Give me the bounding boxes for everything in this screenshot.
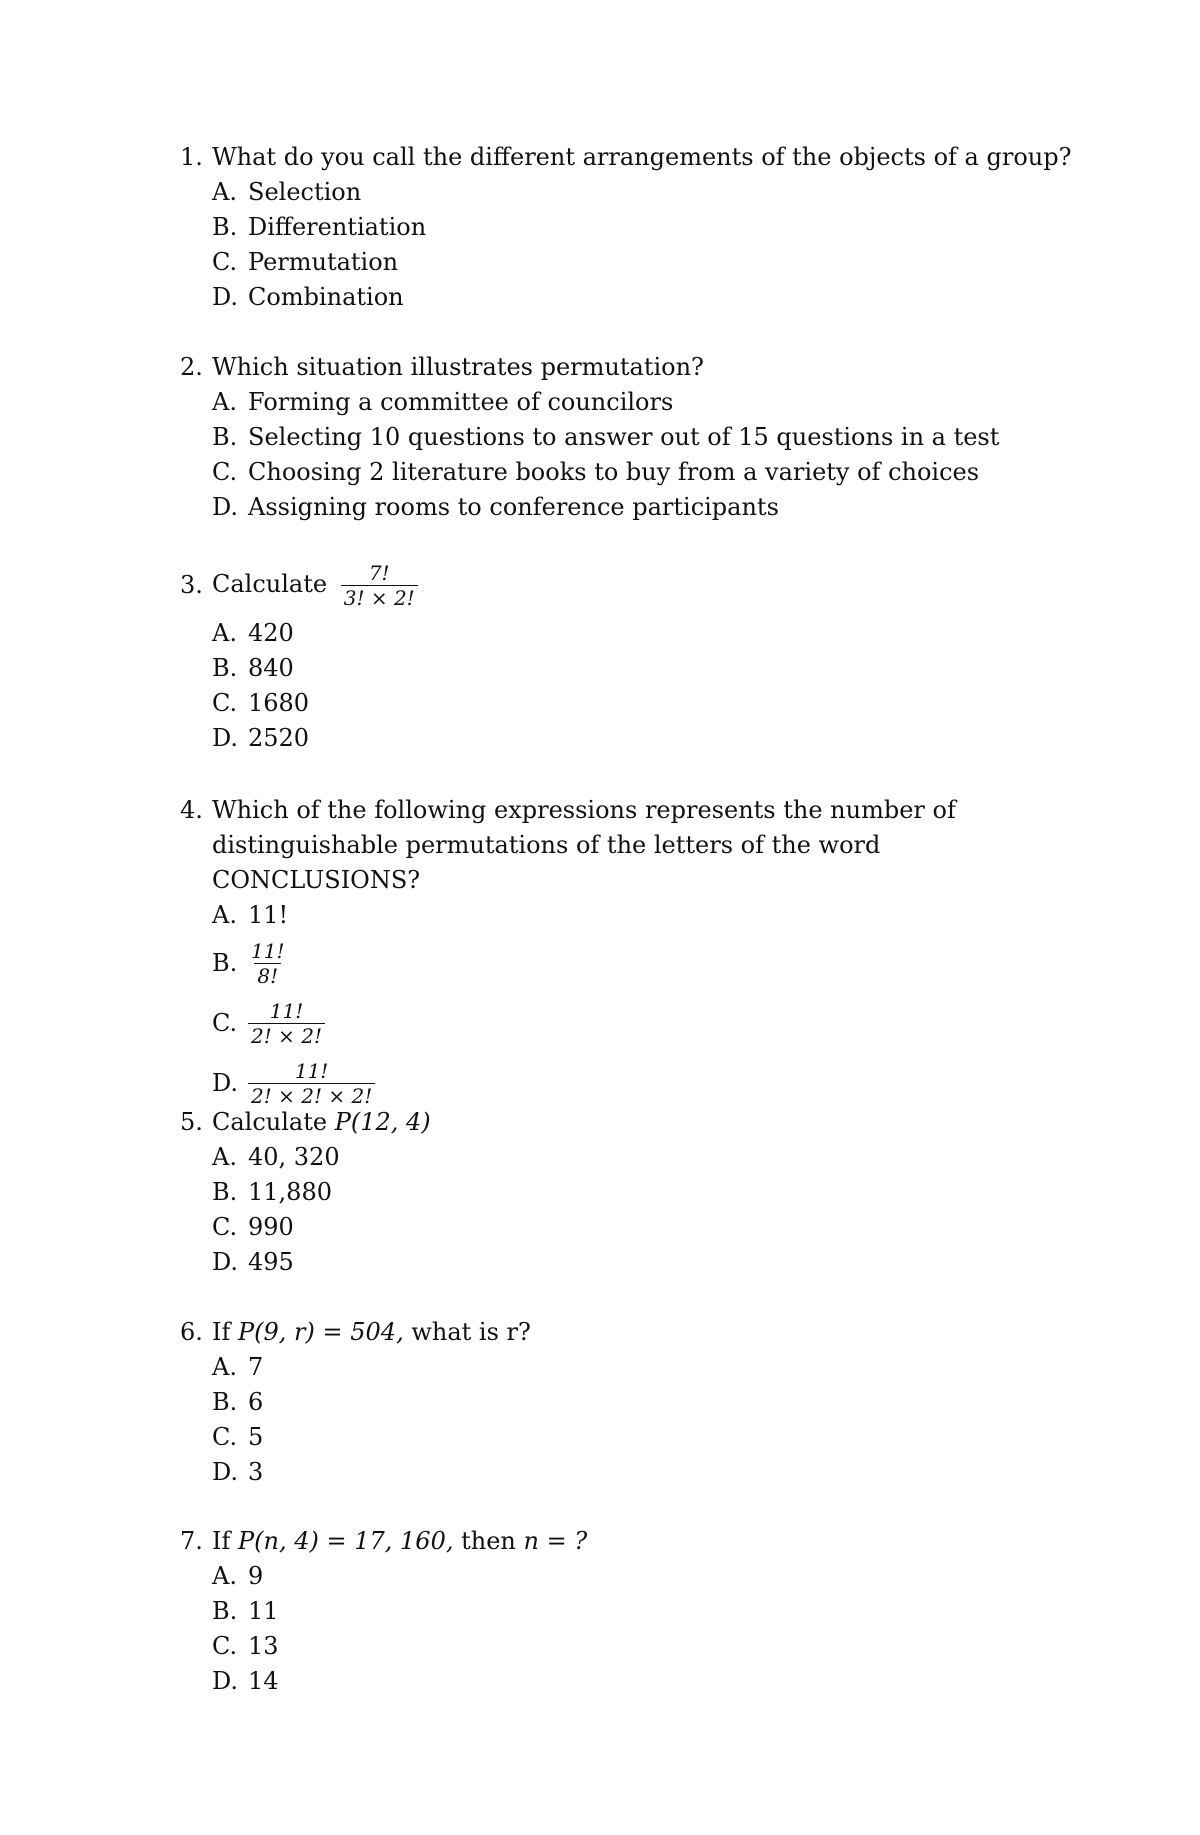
choice-d bbox=[212, 490, 1080, 525]
math-expression-n: n = ? bbox=[523, 1527, 588, 1555]
choice-d bbox=[212, 1053, 1080, 1113]
choice-d bbox=[212, 1664, 1080, 1699]
choice-text: Forming a committee of councilors bbox=[248, 388, 674, 416]
question-text bbox=[212, 561, 1080, 610]
choice-d bbox=[212, 280, 1080, 315]
choice-b bbox=[212, 933, 1080, 993]
fraction-denominator: 2! × 2! × 2! bbox=[248, 1083, 375, 1108]
choice-letter: D. bbox=[212, 283, 239, 311]
choice-list bbox=[180, 385, 1080, 525]
choice-text: 7 bbox=[248, 1353, 264, 1381]
choice-b bbox=[212, 1385, 1080, 1420]
choice-b bbox=[212, 651, 1080, 686]
choice-letter: C. bbox=[212, 689, 238, 717]
choice-d bbox=[212, 721, 1080, 756]
math-expression: P(9, r) = 504, bbox=[238, 1318, 404, 1346]
choice-letter: D. bbox=[212, 1458, 239, 1486]
choice-letter: D. bbox=[212, 724, 239, 752]
question-text-if: If bbox=[212, 1318, 231, 1346]
choice-letter: A. bbox=[212, 1353, 237, 1381]
choice-text: 495 bbox=[248, 1248, 294, 1276]
fraction bbox=[248, 999, 325, 1048]
choice-c bbox=[212, 1420, 1080, 1455]
choice-text: 11,880 bbox=[248, 1178, 332, 1206]
choice-letter: B. bbox=[212, 1597, 238, 1625]
fraction-denominator: 2! × 2! bbox=[248, 1023, 325, 1048]
choice-letter: A. bbox=[212, 901, 237, 929]
choice-d bbox=[212, 1455, 1080, 1490]
choice-text: 13 bbox=[248, 1632, 279, 1660]
choice-d bbox=[212, 1245, 1080, 1280]
question-6 bbox=[180, 1315, 1080, 1490]
choice-list bbox=[180, 898, 1080, 1113]
choice-letter: B. bbox=[212, 1178, 238, 1206]
fraction bbox=[341, 561, 418, 610]
choice-letter: C. bbox=[212, 1632, 238, 1660]
choice-letter: B. bbox=[212, 213, 238, 241]
choice-a bbox=[212, 175, 1080, 210]
choice-text: 9 bbox=[248, 1562, 264, 1590]
choice-letter: C. bbox=[212, 1008, 238, 1037]
choice-c bbox=[212, 993, 1080, 1053]
choice-list bbox=[180, 1559, 1080, 1699]
choice-letter: A. bbox=[212, 1562, 237, 1590]
fraction-numerator: 11! bbox=[251, 938, 285, 963]
choice-list bbox=[180, 1350, 1080, 1490]
choice-letter: A. bbox=[212, 1143, 237, 1171]
question-1 bbox=[180, 140, 1080, 315]
choice-text: Selecting 10 questions to answer out of 15 questions in a test bbox=[248, 423, 1000, 451]
choice-letter: B. bbox=[212, 948, 238, 977]
choice-a bbox=[212, 385, 1080, 420]
choice-b bbox=[212, 420, 1080, 455]
choice-c bbox=[212, 1210, 1080, 1245]
question-number: 6. bbox=[180, 1318, 203, 1346]
question-text: Which of the following expressions represents the number of bbox=[212, 796, 956, 824]
choice-letter: A. bbox=[212, 388, 237, 416]
choice-text: 990 bbox=[248, 1213, 294, 1241]
choice-a bbox=[212, 1559, 1080, 1594]
choice-text: 14 bbox=[248, 1667, 279, 1695]
question-number: 5. bbox=[180, 1108, 203, 1136]
choice-b bbox=[212, 1594, 1080, 1629]
question-number: 7. bbox=[180, 1527, 203, 1555]
choice-text: 1680 bbox=[248, 689, 310, 717]
choice-c bbox=[212, 245, 1080, 280]
question-2 bbox=[180, 350, 1080, 525]
question-number: 4. bbox=[180, 796, 203, 824]
question-7 bbox=[180, 1524, 1080, 1699]
choice-text: Differentiation bbox=[248, 213, 427, 241]
question-text-if: If bbox=[212, 1527, 231, 1555]
choice-text: 6 bbox=[248, 1388, 264, 1416]
choice-text: 3 bbox=[248, 1458, 264, 1486]
choice-text: 11! bbox=[248, 901, 289, 929]
choice-letter: C. bbox=[212, 248, 238, 276]
choice-list bbox=[180, 175, 1080, 315]
choice-c bbox=[212, 455, 1080, 490]
math-expression: P(12, 4) bbox=[334, 1108, 431, 1136]
question-5 bbox=[180, 1105, 1080, 1280]
question-4 bbox=[180, 793, 1080, 1113]
choice-letter: C. bbox=[212, 458, 238, 486]
choice-text: 11 bbox=[248, 1597, 279, 1625]
choice-list bbox=[180, 616, 1080, 756]
choice-letter: B. bbox=[212, 423, 238, 451]
fraction-numerator: 11! bbox=[294, 1058, 329, 1083]
math-expression: P(n, 4) = 17, 160, bbox=[238, 1527, 454, 1555]
question-text bbox=[212, 1105, 1080, 1140]
choice-letter: A. bbox=[212, 619, 237, 647]
question-number: 2. bbox=[180, 353, 203, 381]
question-text: Which situation illustrates permutation? bbox=[212, 353, 704, 381]
choice-letter: B. bbox=[212, 654, 238, 682]
question-text bbox=[212, 1315, 1080, 1350]
question-number: 3. bbox=[180, 570, 203, 599]
choice-c bbox=[212, 1629, 1080, 1664]
question-text-calculate: Calculate bbox=[212, 569, 328, 598]
choice-list bbox=[180, 1140, 1080, 1280]
choice-letter: B. bbox=[212, 1388, 238, 1416]
choice-text: 420 bbox=[248, 619, 294, 647]
choice-b bbox=[212, 210, 1080, 245]
fraction bbox=[248, 939, 288, 988]
fraction-numerator: 7! bbox=[368, 560, 390, 585]
choice-letter: D. bbox=[212, 493, 239, 521]
choice-a bbox=[212, 1140, 1080, 1175]
choice-letter: C. bbox=[212, 1423, 238, 1451]
question-text-rest: what is r? bbox=[411, 1318, 531, 1346]
question-number: 1. bbox=[180, 143, 203, 171]
question-text bbox=[212, 1524, 1080, 1559]
choice-b bbox=[212, 1175, 1080, 1210]
choice-letter: D. bbox=[212, 1667, 239, 1695]
choice-letter: D. bbox=[212, 1068, 239, 1097]
choice-text: Combination bbox=[248, 283, 404, 311]
fraction-denominator: 8! bbox=[254, 963, 281, 988]
question-text: What do you call the different arrangements of the objects of a group? bbox=[212, 143, 1072, 171]
choice-c bbox=[212, 686, 1080, 721]
choice-a bbox=[212, 898, 1080, 933]
choice-text: Selection bbox=[248, 178, 362, 206]
choice-text: Assigning rooms to conference participants bbox=[248, 493, 779, 521]
fraction-numerator: 11! bbox=[269, 998, 304, 1023]
choice-letter: A. bbox=[212, 178, 237, 206]
choice-text: 5 bbox=[248, 1423, 264, 1451]
choice-text: 2520 bbox=[248, 724, 310, 752]
question-3 bbox=[180, 560, 1080, 756]
choice-letter: D. bbox=[212, 1248, 239, 1276]
choice-text: Choosing 2 literature books to buy from a variety of choices bbox=[248, 458, 980, 486]
question-text-continued: distinguishable permutations of the letters of the word CONCLUSIONS? bbox=[212, 831, 881, 894]
question-text-then: then bbox=[461, 1527, 516, 1555]
fraction bbox=[248, 1059, 375, 1108]
fraction-denominator: 3! × 2! bbox=[341, 585, 418, 610]
question-text-calculate: Calculate bbox=[212, 1108, 328, 1136]
choice-a bbox=[212, 1350, 1080, 1385]
choice-text: 40, 320 bbox=[248, 1143, 340, 1171]
choice-text: 840 bbox=[248, 654, 294, 682]
choice-a bbox=[212, 616, 1080, 651]
choice-letter: C. bbox=[212, 1213, 238, 1241]
choice-text: Permutation bbox=[248, 248, 399, 276]
